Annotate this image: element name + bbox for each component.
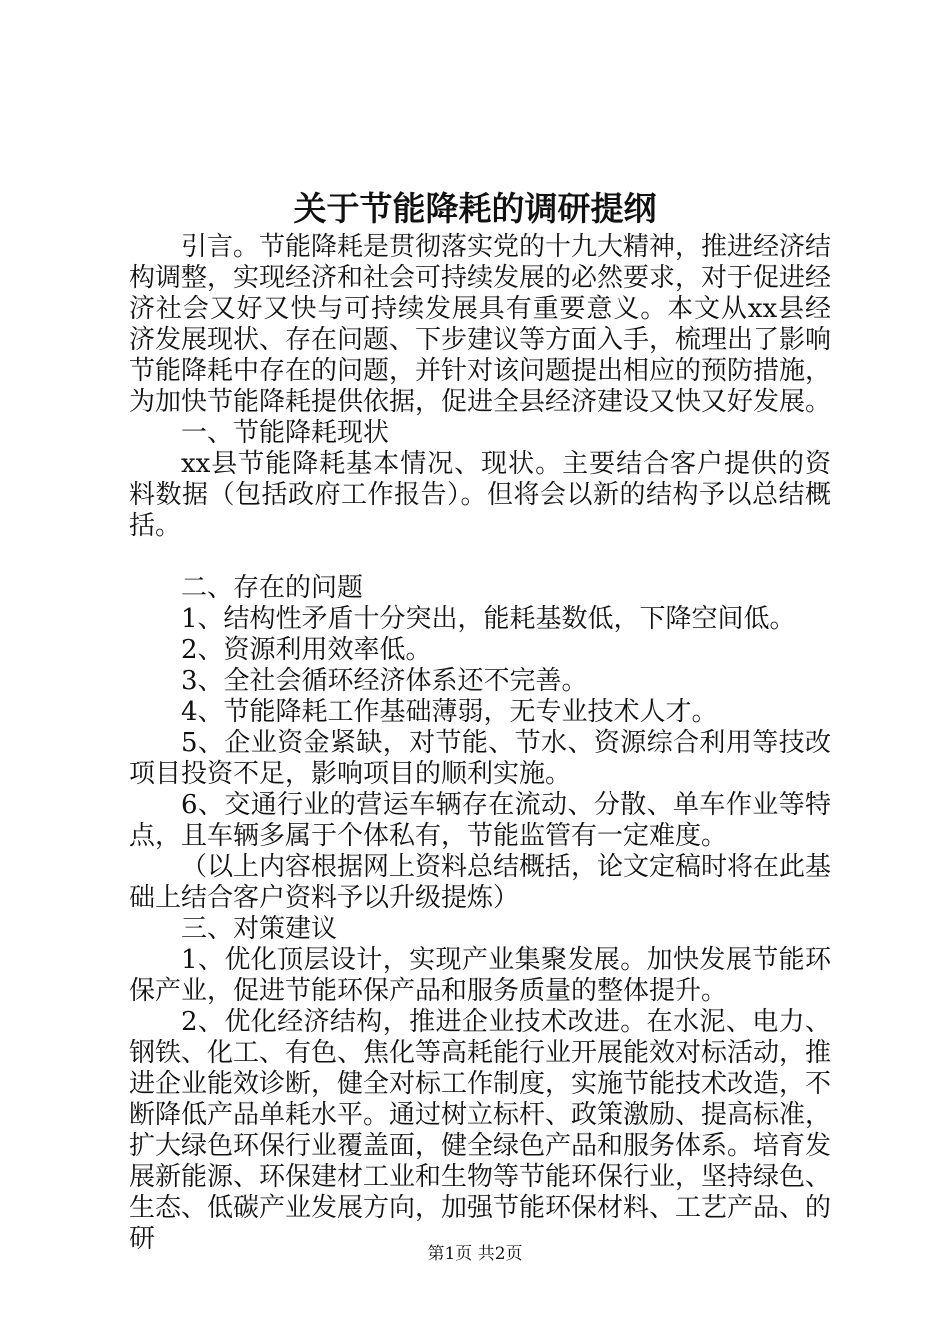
- heading-section-3: 三、对策建议: [181, 914, 338, 944]
- list-item-problem-1: 1、结构性矛盾十分突出，能耗基数低，下降空间低。: [181, 604, 796, 634]
- list-item-problem-5: 5、企业资金紧缺，对节能、节水、资源综合利用等技改项目投资不足，影响项目的顺利实施。: [129, 728, 831, 789]
- list-item-problem-4: 4、节能降耗工作基础薄弱，无专业技术人才。: [181, 697, 718, 727]
- heading-section-2: 二、存在的问题: [181, 573, 364, 603]
- list-item-problem-3: 3、全社会循环经济体系还不完善。: [181, 666, 588, 696]
- list-item-problem-6: 6、交通行业的营运车辆存在流动、分散、单车作业等特点，且车辆多属于个体私有，节能监管有一定难度。: [129, 790, 831, 851]
- heading-section-1: 一、节能降耗现状: [181, 418, 390, 448]
- page-footer: 第1页 共2页: [427, 1244, 523, 1264]
- list-item-suggestion-2: 2、优化经济结构，推进企业技术改进。在水泥、电力、钢铁、化工、有色、焦化等高耗能行业开展能效对标活动，推进企业能效诊断，健全对标工作制度，实施节能技术改造，不断降低产品单耗水平。通过树立标杆、政策激励、提高标准，扩大绿色环保行业覆盖面，健全绿色产品和服务体系。培育发展新能源、环保建材工业和生物等节能环保行业，坚持绿色、生态、低碳产业发展方向，加强节能环保材料、工艺产品、的研: [129, 1007, 832, 1254]
- document-body: [129, 232, 831, 1255]
- paragraph-intro: 引言。节能降耗是贯彻落实党的十九大精神，推进经济结构调整，实现经济和社会可持续发展的必然要求，对于促进经济社会又好又快与可持续发展具有重要意义。本文从xx县经济发展现状、存在问题、下步建议等方面入手，梳理出了影响节能降耗中存在的问题，并针对该问题提出相应的预防措施，为加快节能降耗提供依据，促进全县经济建设又快又好发展。: [129, 232, 832, 417]
- paragraph-status: xx县节能降耗基本情况、现状。主要结合客户提供的资料数据（包括政府工作报告）。但将会以新的结构予以总结概括。: [129, 449, 831, 541]
- paragraph-note: （以上内容根据网上资料总结概括，论文定稿时将在此基础上结合客户资料予以升级提炼）: [129, 852, 832, 913]
- list-item-suggestion-1: 1、优化顶层设计，实现产业集聚发展。加快发展节能环保产业，促进节能环保产品和服务质量的整体提升。: [129, 945, 831, 1006]
- list-item-problem-2: 2、资源利用效率低。: [181, 635, 432, 665]
- document-title: 关于节能降耗的调研提纲: [293, 189, 657, 228]
